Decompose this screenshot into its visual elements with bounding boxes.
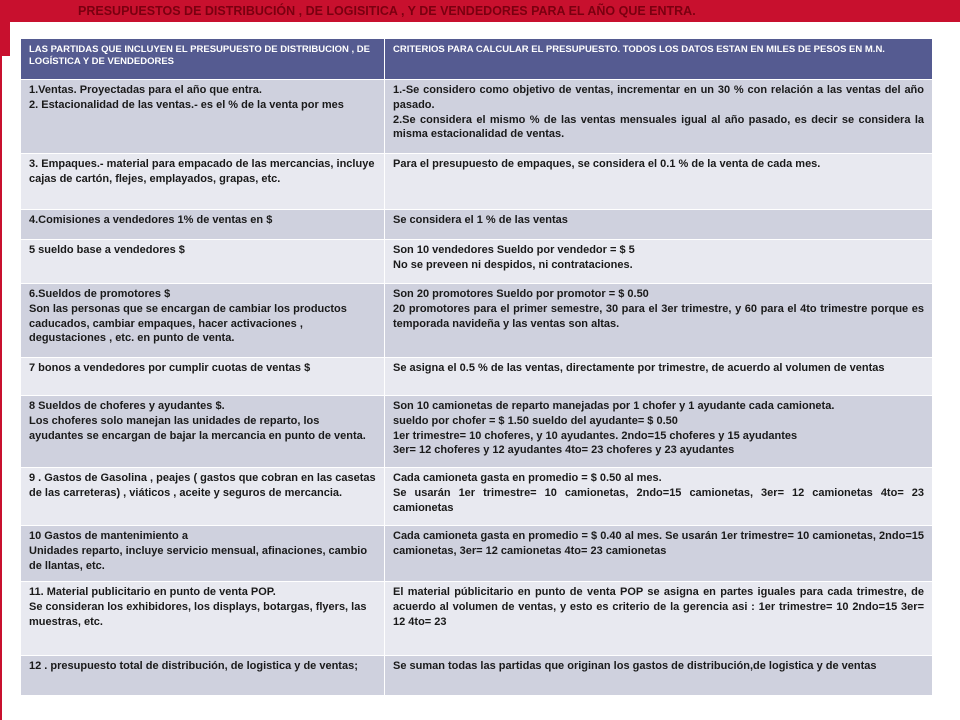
table-row <box>21 284 933 358</box>
partida-cell: 6.Sueldos de promotores $ Son las personas que se encargan de cambiar los productos caducados, cambiar empaques, hacer activaciones , degustaciones , etc. en punto de venta. <box>21 284 385 358</box>
criterio-cell: 1.-Se considero como objetivo de ventas, incrementar en un 30 % con relación a las ventas del año pasado. 2.Se considera el mismo % de las ventas mensuales igual al año pasado, es decir se considera la misma estacionalidad de ventas. <box>385 80 933 154</box>
criterio-cell: El material públicitario en punto de venta POP se asigna en partes iguales para cada trimestre, de acuerdo al volumen de ventas, y esto es criterio de la gerencia asi : 1er trimestre= 10 2ndo=15 3er= 12 4to= 23 <box>385 582 933 656</box>
criterio-cell: Se asigna el 0.5 % de las ventas, directamente por trimestre, de acuerdo al volumen de ventas <box>385 358 933 396</box>
partida-cell: 4.Comisiones a vendedores 1% de ventas en $ <box>21 210 385 240</box>
criterio-cell: Son 20 promotores Sueldo por promotor = $ 0.50 20 promotores para el primer semestre, 30 para el 3er trimestre, y 60 para el 4to trimestre porque es temporada navideña y las ventas son altas. <box>385 284 933 358</box>
table-row <box>21 582 933 656</box>
criterio-cell: Se suman todas las partidas que originan los gastos de distribución,de logistica y de ventas <box>385 656 933 696</box>
criterio-cell: Cada camioneta gasta en promedio = $ 0.40 al mes. Se usarán 1er trimestre= 10 camionetas, 2ndo=15 camionetas, 3er= 12 camionetas 4to= 23 camionetas <box>385 526 933 582</box>
table-row <box>21 154 933 210</box>
header-criterios: CRITERIOS PARA CALCULAR EL PRESUPUESTO. TODOS LOS DATOS ESTAN EN MILES DE PESOS EN M.N. <box>385 39 933 80</box>
criterio-cell: Son 10 vendedores Sueldo por vendedor = $ 5 No se preveen ni despidos, ni contrataciones. <box>385 240 933 284</box>
accent-block <box>0 22 10 56</box>
partida-cell: 11. Material publicitario en punto de venta POP. Se consideran los exhibidores, los displays, botargas, flyers, las muestras, etc. <box>21 582 385 656</box>
partida-cell: 5 sueldo base a vendedores $ <box>21 240 385 284</box>
partida-cell: 8 Sueldos de choferes y ayudantes $. Los choferes solo manejan las unidades de reparto, los ayudantes se encargan de bajar la mercancia en punto de venta. <box>21 396 385 468</box>
partida-cell: 1.Ventas. Proyectadas para el año que entra. 2. Estacionalidad de las ventas.- es el % de la venta por mes <box>21 80 385 154</box>
table-row <box>21 210 933 240</box>
table-row <box>21 358 933 396</box>
criterio-cell: Para el presupuesto de empaques, se considera el 0.1 % de la venta de cada mes. <box>385 154 933 210</box>
criterio-cell: Cada camioneta gasta en promedio = $ 0.50 al mes. Se usarán 1er trimestre= 10 camionetas, 2ndo=15 camionetas, 3er= 12 camionetas 4to= 23 camionetas <box>385 468 933 526</box>
partida-cell: 12 . presupuesto total de distribución, de logistica y de ventas; <box>21 656 385 696</box>
slide-title: PRESUPUESTOS DE DISTRIBUCIÓN , DE LOGISITICA , Y DE VENDEDORES PARA EL AÑO QUE ENTRA. <box>78 4 696 18</box>
table-row <box>21 396 933 468</box>
table-row <box>21 240 933 284</box>
partida-cell: 10 Gastos de mantenimiento a Unidades reparto, incluye servicio mensual, afinaciones, cambio de llantas, etc. <box>21 526 385 582</box>
table-row <box>21 468 933 526</box>
table-row <box>21 80 933 154</box>
partida-cell: 3. Empaques.- material para empacado de las mercancias, incluye cajas de cartón, flejes, emplayados, grapas, etc. <box>21 154 385 210</box>
partida-cell: 9 . Gastos de Gasolina , peajes ( gastos que cobran en las casetas de las carreteras) , viáticos , aceite y seguros de mercancia. <box>21 468 385 526</box>
table-row <box>21 526 933 582</box>
header-row <box>21 39 933 80</box>
budget-table <box>20 38 933 696</box>
left-rail <box>0 22 2 720</box>
criterio-cell: Se considera el 1 % de las ventas <box>385 210 933 240</box>
partida-cell: 7 bonos a vendedores por cumplir cuotas de ventas $ <box>21 358 385 396</box>
criterio-cell: Son 10 camionetas de reparto manejadas por 1 chofer y 1 ayudante cada camioneta. sueldo por chofer = $ 1.50 sueldo del ayudante= $ 0.50 1er trimestre= 10 choferes, y 10 ayudantes. 2ndo=15 choferes y 15 ayudantes 3er= 12 choferes y 12 ayudantes 4to= 23 choferes y 23 ayudantes <box>385 396 933 468</box>
header-partidas: LAS PARTIDAS QUE INCLUYEN EL PRESUPUESTO DE DISTRIBUCION , DE LOGÍSTICA Y DE VENDEDORES <box>21 39 385 80</box>
table-row <box>21 656 933 696</box>
